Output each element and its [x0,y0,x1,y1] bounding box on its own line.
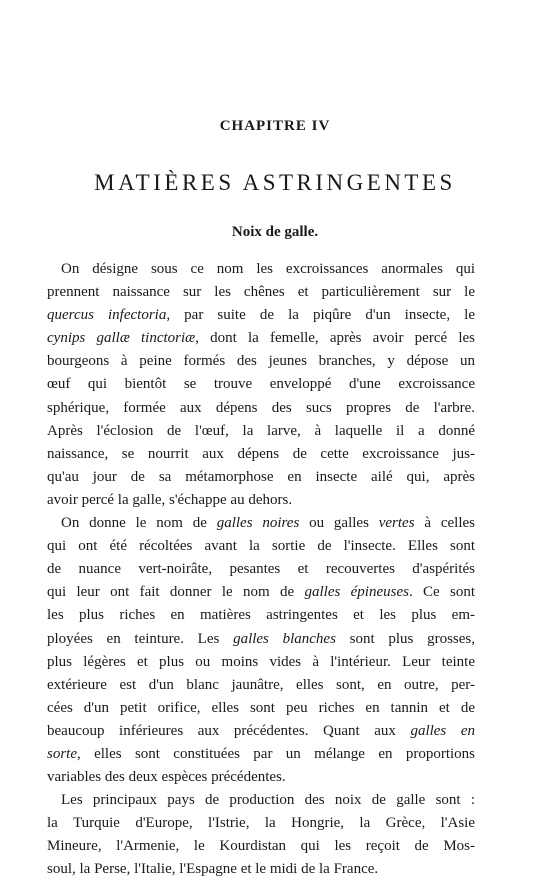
text-line [47,420,475,443]
text-segment: sphérique, formée aux dépens des sucs propres de l'arbre. [47,399,475,416]
text-line [47,743,475,766]
text-segment: On donne le nom de [61,515,217,532]
italic-term: sorte [47,745,77,762]
text-line [47,535,475,558]
text-line [47,858,475,881]
text-segment: Les principaux pays de production des noix de galle sont : [61,792,475,809]
text-segment: beaucoup inférieures aux précédentes. Quant aux [47,722,411,739]
chapter-heading: CHAPITRE IV [219,118,331,134]
text-line [47,812,475,835]
text-segment: bourgeons à peine formés des jeunes branches, y dépose un [47,353,475,370]
text-line [47,350,475,373]
text-segment: avoir percé la galle, s'échappe au dehors. [47,491,293,508]
text-segment: sont plus grosses, [335,630,476,647]
text-line [47,604,475,627]
text-line [47,766,475,789]
text-line [47,489,475,512]
text-segment: prennent naissance sur les chênes et particulièrement sur le [47,284,475,301]
text-line [47,720,475,743]
chapter-title: MATIÈRES ASTRINGENTES [94,170,456,195]
text-segment: qui ont été récoltées avant la sortie de l'insecte. Elles sont [47,538,475,555]
text-segment: qu'au jour de sa métamorphose en insecte ailé qui, après [47,468,475,485]
text-segment: ployées en teinture. Les [47,630,234,647]
text-segment: On désigne sous ce nom les excroissances anormales qui [61,261,475,277]
text-line [47,327,475,350]
text-segment: variables des deux espèces précédentes. [47,769,286,786]
italic-term: galles blanches [233,630,336,647]
text-line [47,304,475,327]
text-segment: . Ce sont [408,584,476,601]
text-segment: les plus riches en matières astringentes et les plus em- [47,607,475,624]
text-line [47,466,475,489]
text-line [47,281,475,304]
text-line [47,581,475,604]
text-segment: qui leur ont fait donner le nom de [47,584,305,601]
text-segment: , par suite de la piqûre d'un insecte, le [166,307,475,324]
italic-term: quercus infectoria [47,307,167,324]
italic-term: galles noires [216,515,300,532]
text-segment: plus légères et plus ou moins vides à l'intérieur. Leur teinte [47,653,475,670]
text-line [47,397,475,420]
text-line [47,258,475,281]
body-text [47,258,475,882]
text-segment: naissance, se nourrit aux dépens de cette excroissance jus- [47,445,475,462]
text-line [47,512,475,535]
text-line [47,835,475,858]
text-segment: la Turquie d'Europe, l'Istrie, la Hongrie, la Grèce, l'Asie [47,815,475,832]
text-line [47,373,475,396]
text-segment: cées d'un petit orifice, elles sont peu riches en tannin et de [47,699,475,716]
text-line [47,674,475,697]
text-segment: soul, la Perse, l'Italie, l'Espagne et le midi de la France. [47,861,379,878]
italic-term: galles épineuses [304,584,409,601]
text-segment: œuf qui bientôt se trouve enveloppé d'une excroissance [47,376,475,393]
text-segment: Mineure, l'Armenie, le Kourdistan qui les reçoit de Mos- [47,838,475,855]
text-segment: , dont la femelle, après avoir percé les [195,330,475,347]
text-segment: à celles [414,515,475,532]
text-segment: Après l'éclosion de l'œuf, la larve, à laquelle il a donné [47,422,475,439]
text-line [47,789,475,812]
text-line [47,651,475,674]
text-line [47,443,475,466]
text-segment: , elles sont constituées par un mélange en proportions [77,745,475,762]
text-line [47,697,475,720]
italic-term: cynips gallæ tinctoriæ [47,330,196,347]
section-heading: Noix de galle. [231,224,319,240]
text-segment: ou galles [299,515,379,532]
text-segment: extérieure est d'un blanc jaunâtre, elles sont, en outre, per- [47,676,475,693]
text-segment: de nuance vert-noirâte, pesantes et recouvertes d'aspérités [47,561,475,578]
italic-term: vertes [378,515,415,532]
text-line [47,628,475,651]
italic-term: galles en [410,722,475,739]
text-line [47,558,475,581]
